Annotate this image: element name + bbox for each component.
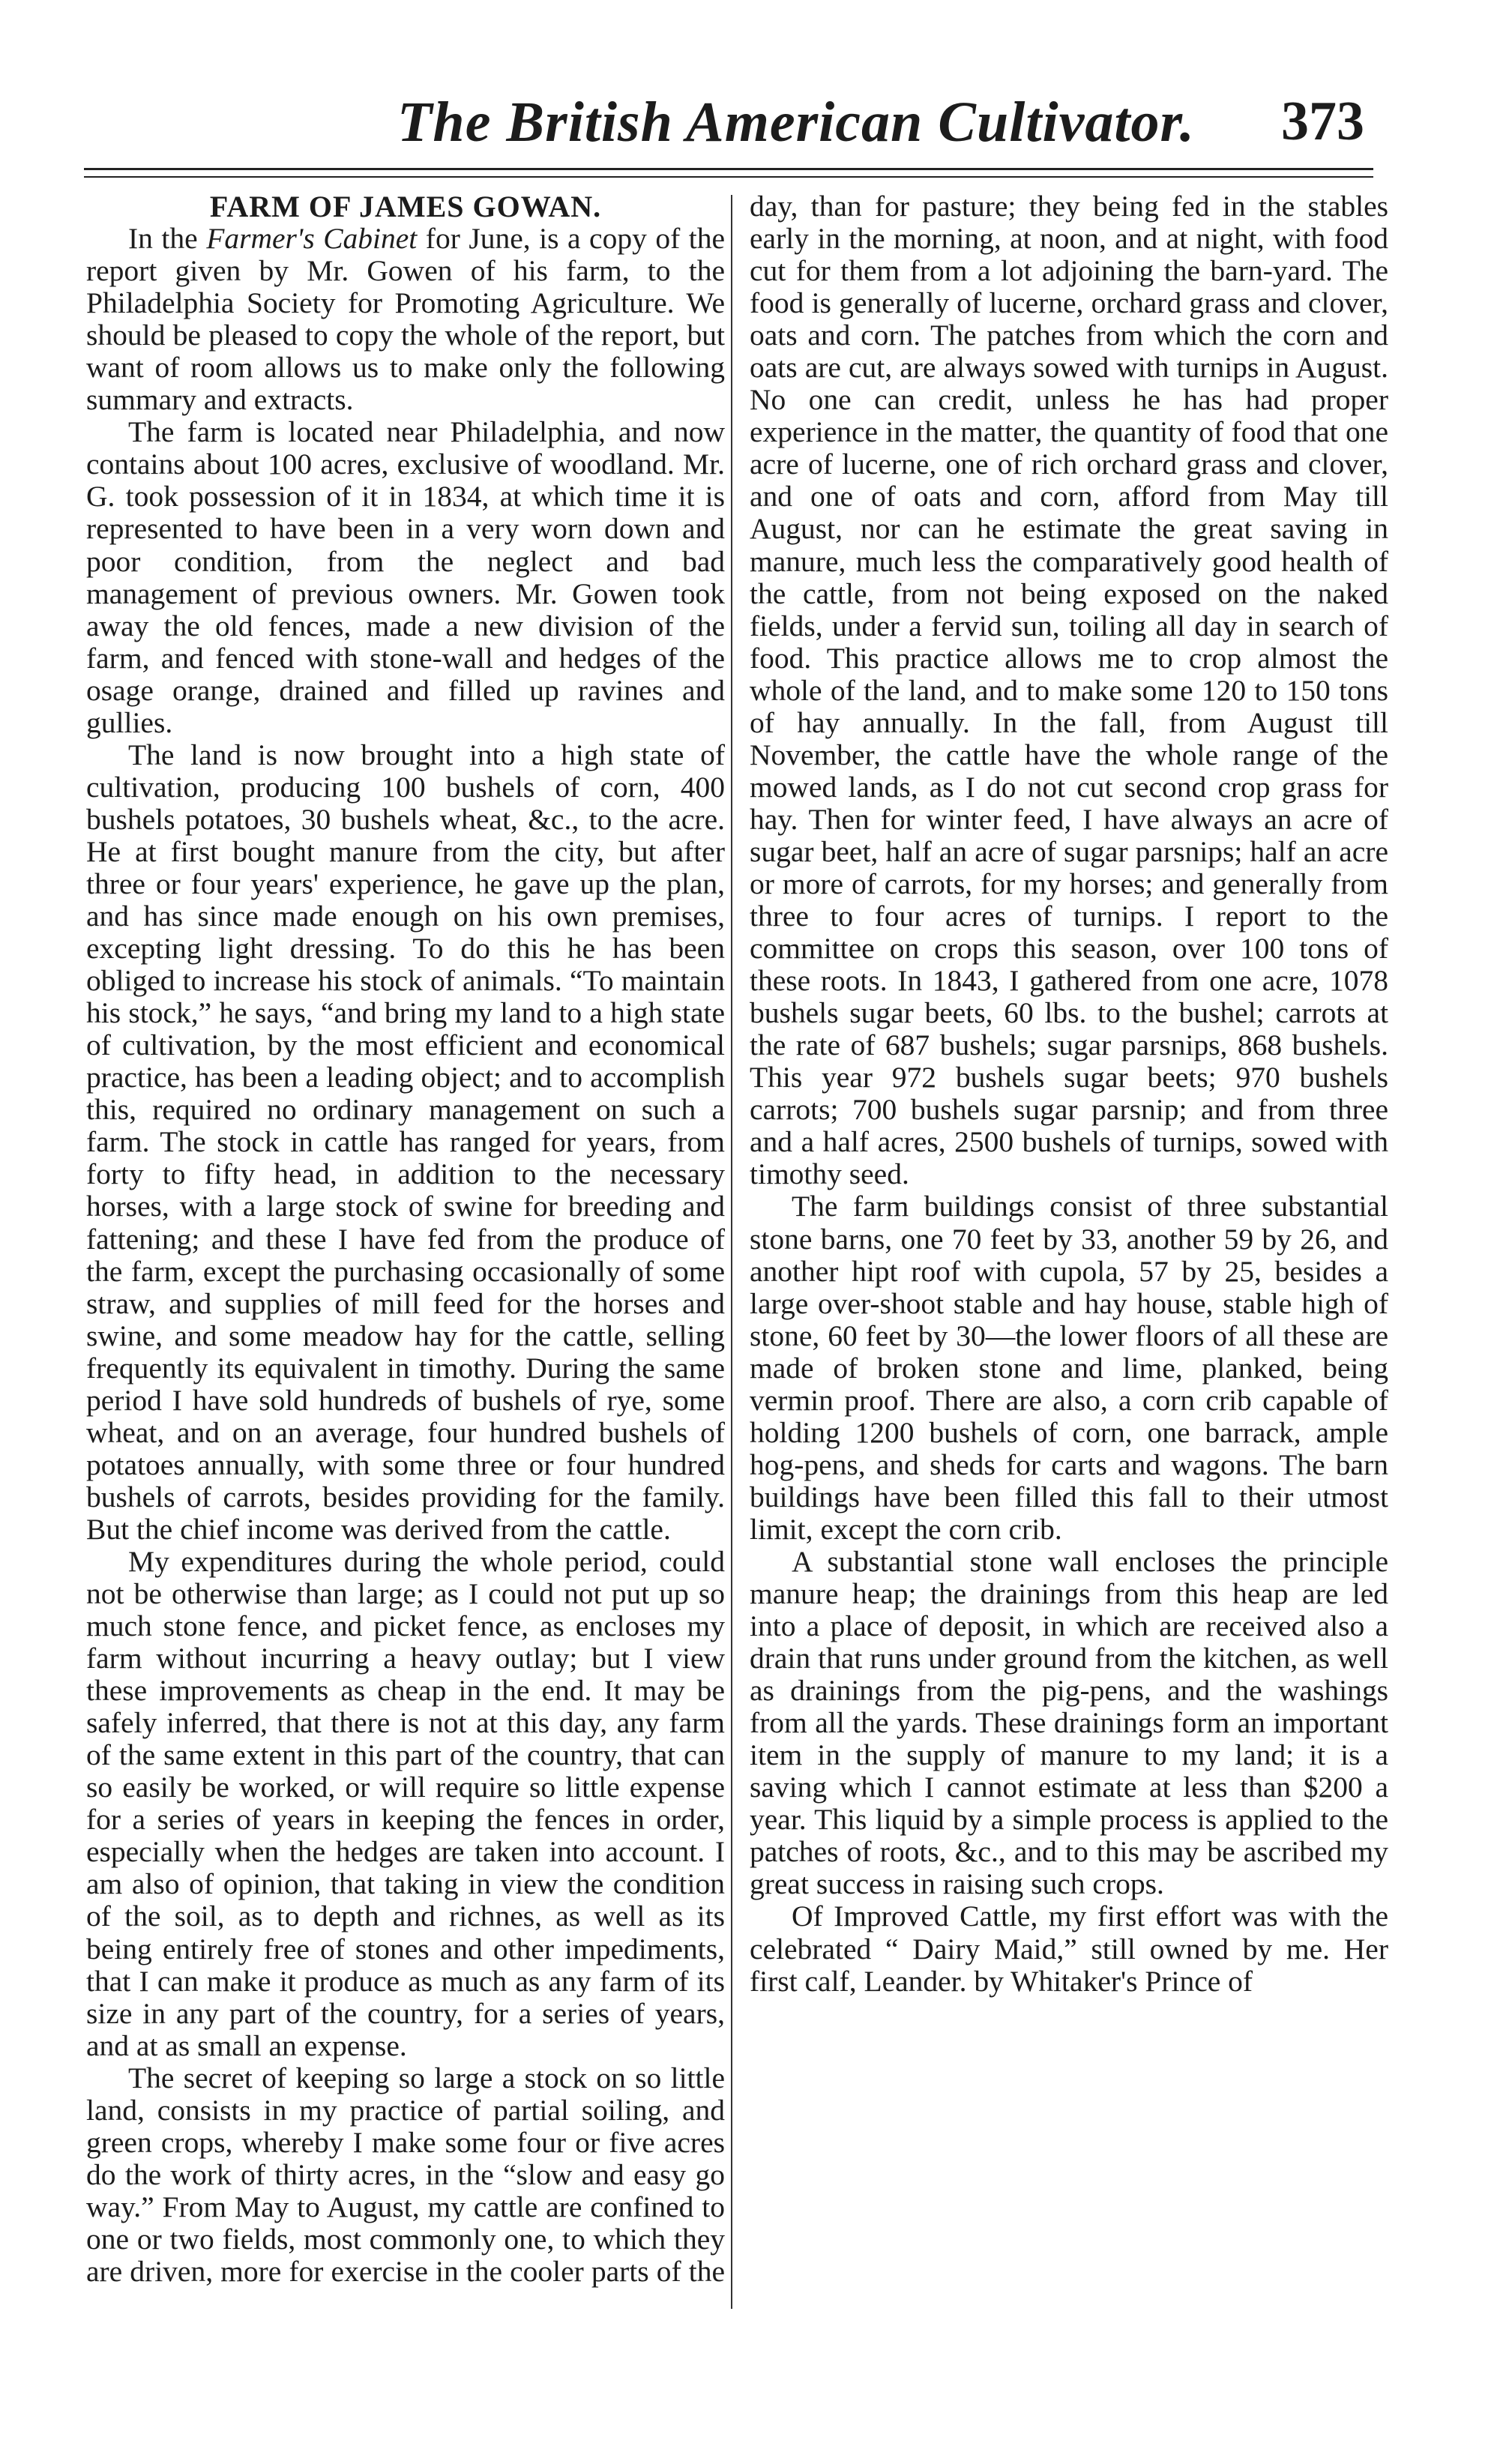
left-column: [86, 190, 725, 2288]
header-rule-thin: [84, 176, 1373, 178]
paragraph-5-continued: day, than for pasture; they being fed in the stables early in the morning, at noon, and at night, with food cut for them from a lot adjoining the barn-yard. The food is generally of lucerne, orchard grass and clover, oats and corn. The patches from which the corn and oats are cut, are always sowed with turnips in August. No one can credit, unless he has had proper experience in the matter, the quantity of food that one acre of lucerne, one of rich orchard grass and clover, and one of oats and corn, afford from May till August, nor can he estimate the great saving in manure, much less the comparatively good health of the cattle, from not being exposed on the naked fields, under a fervid sun, toiling all day in search of food. This practice allows me to crop almost the whole of the land, and to make some 120 to 150 tons of hay annually. In the fall, from August till November, the cattle have the whole range of the mowed lands, as I do not cut second crop grass for hay. Then for winter feed, I have always an acre of sugar beet, half an acre of sugar parsnips; half an acre or more of carrots, for my horses; and generally from three to four acres of turnips. I report to the committee on crops this season, over 100 tons of these roots. In 1843, I gathered from one acre, 1078 bushels sugar beets, 60 lbs. to the bushel; carrots at the rate of 687 bushels; sugar parsnips, 868 bushels. This year 972 bushels sugar beets; 970 bushels carrots; 700 bushels sugar parsnip; and from three and a half acres, 2500 bushels of turnips, sowed with timothy seed.: [750, 190, 1388, 1191]
paragraph-3: The land is now brought into a high state of cultivation, producing 100 bushels of corn, 400 bushels potatoes, 30 bushels wheat, &c., to the acre. He at first bought manure from the city, but after three or four years' experience, he gave up the plan, and has since made enough on his own premises, excepting light dressing. To do this he has been obliged to increase his stock of animals. “To maintain his stock,” he says, “and bring my land to a high state of cultivation, by the most efficient and economical practice, has been a leading object; and to accomplish this, required no ordinary management on such a farm. The stock in cattle has ranged for years, from forty to fifty head, in addition to the necessary horses, with a large stock of swine for breeding and fattening; and these I have fed from the produce of the farm, except the purchasing occasionally of some straw, and supplies of mill feed for the horses and swine, and some meadow hay for the cattle, selling frequently its equivalent in timothy. During the same period I have sold hundreds of bushels of rye, some wheat, and on an average, four hundred bushels of potatoes annually, with some three or four hundred bushels of carrots, besides providing for the family. But the chief income was derived from the cattle.: [86, 738, 725, 1546]
journal-title: The British American Cultivator.: [397, 91, 1195, 154]
column-divider: [731, 195, 732, 2309]
right-column: [750, 190, 1388, 1998]
paragraph-2: The farm is located near Philadelphia, and now contains about 100 acres, exclusive of woodland. Mr. G. took possession of it in 1834, at which time it is represented to have been in a very worn down and poor condition, from the neglect and bad management of previous owners. Mr. Gowen took away the old fences, made a new division of the farm, and fenced with stone-wall and hedges of the osage orange, drained and filled up ravines and gullies.: [86, 415, 725, 739]
paragraph-4: My expenditures during the whole period, could not be otherwise than large; as I could not put up so much stone fence, and picket fence, as encloses my farm without incurring a heavy outlay; but I view these improvements as cheap in the end. It may be safely inferred, that there is not at this day, any farm of the same extent in this part of the country, that can so easily be worked, or will require so little expense for a series of years in keeping the fences in order, especially when the hedges are taken into account. I am also of opinion, that taking in view the condition of the soil, as to depth and richnes, as well as its being entirely free of stones and other impediments, that I can make it produce as much as any farm of its size in any part of the country, for a series of years, and at as small an expense.: [86, 1544, 725, 2062]
running-head: [90, 90, 1364, 165]
paragraph-1-text-b: for June, is a copy of the report given by Mr. Gowen of his farm, to the Philadelphia Society for Promoting Agriculture. We should be pleased to copy the whole of the report, but want of room allows us to make only the following summary and extracts.: [86, 222, 725, 417]
article-heading: FARM OF JAMES GOWAN.: [209, 190, 602, 223]
paragraph-5: The secret of keeping so large a stock on so little land, consists in my practice of partial soiling, and green crops, whereby I make some four or five acres do the work of thirty acres, in the “slow and easy go way.” From May to August, my cattle are confined to one or two fields, most commonly one, to which they are driven, more for exercise in the cooler parts of the: [86, 2061, 725, 2288]
paragraph-7: A substantial stone wall encloses the principle manure heap; the drainings from this heap are led into a place of deposit, in which are received also a drain that runs under ground from the kitchen, as well as drainings from the pig-pens, and the washings from all the yards. These drainings form an important item in the supply of manure to my land; it is a saving which I cannot estimate at less than $200 a year. This liquid by a simple process is applied to the patches of roots, &c., and to this may be ascribed my great success in raising such crops.: [750, 1544, 1388, 1901]
paragraph-1: [86, 223, 725, 416]
paragraph-8: Of Improved Cattle, my first effort was with the celebrated “ Dairy Maid,” still owned by me. Her first calf, Leander. by Whitaker's Prince of: [750, 1900, 1388, 1998]
header-rule-thick: [84, 168, 1373, 170]
page-number: 373: [1281, 91, 1364, 152]
paragraph-1-text-a: In the: [128, 222, 207, 256]
farmers-cabinet-title: Farmer's Cabinet: [206, 222, 418, 256]
paragraph-6: The farm buildings consist of three substantial stone barns, one 70 feet by 33, another 59 by 26, and another hipt roof with cupola, 57 by 25, besides a large over-shoot stable and hay house, stable high of stone, 60 feet by 30—the lower floors of all these are made of broken stone and lime, planked, being vermin proof. There are also, a corn crib capable of holding 1200 bushels of corn, one barrack, ample hog-pens, and sheds for carts and wagons. The barn buildings have been filled this fall to their utmost limit, except the corn crib.: [750, 1190, 1388, 1546]
